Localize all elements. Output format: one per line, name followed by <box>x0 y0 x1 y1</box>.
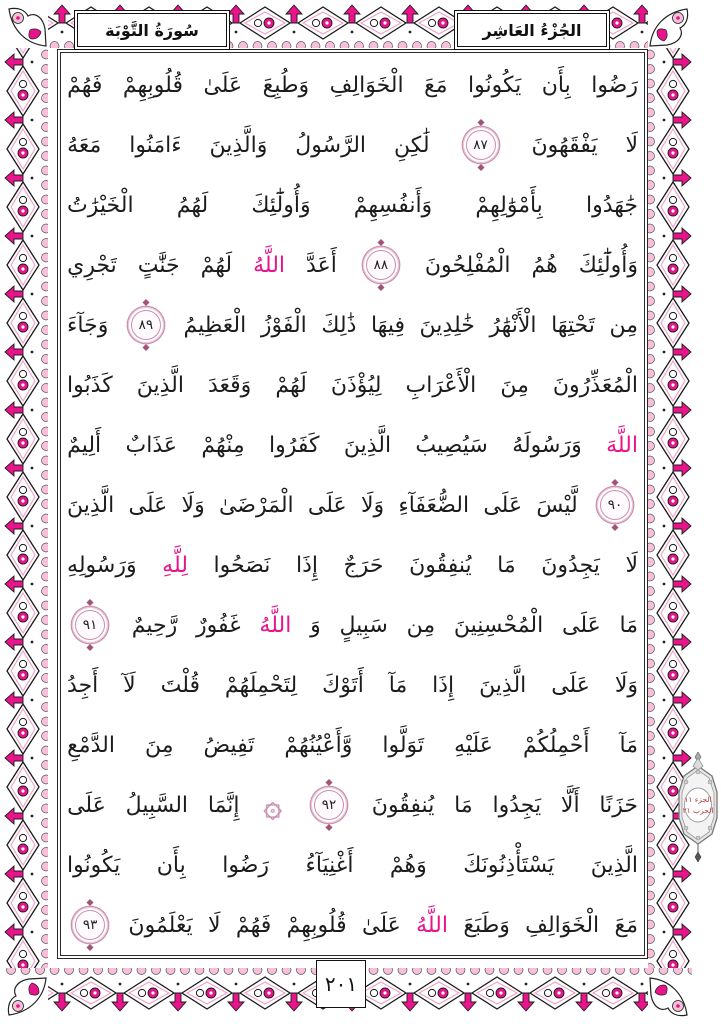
quran-word: وَأَنفُسِهِمْ <box>353 192 433 218</box>
quran-word: الَّذِينَ <box>479 672 527 698</box>
quran-word: فَهُمْ <box>235 912 272 938</box>
quran-word: مَعَ <box>614 912 638 938</box>
quran-word: رَّحِيمٌ <box>131 612 178 638</box>
quran-word: لَهُمْ <box>275 372 307 398</box>
quran-line <box>67 655 638 715</box>
quran-line <box>67 595 638 655</box>
allah-word: لِلَّهِ <box>162 552 188 578</box>
quran-word: عَذَابٌ <box>125 432 178 458</box>
quran-word: فِيهَا <box>370 312 405 338</box>
quran-word: لَهُمْ <box>200 252 233 278</box>
quran-word: أَلِيمٌ <box>67 432 102 458</box>
quran-word: الْمُعَذِّرُونَ <box>552 372 638 398</box>
quran-word: الَّذِينَ <box>67 492 115 518</box>
quran-text-area <box>60 52 645 956</box>
quran-word: وَرَسُولِهِ <box>67 552 137 578</box>
allah-word: اللَّهُ <box>253 252 286 278</box>
quran-word: عَلَىٰ <box>362 912 401 938</box>
quran-word: لَّيْسَ <box>536 492 578 518</box>
quran-word: الْأَنْهَٰرُ <box>489 312 537 338</box>
quran-word: الْمَرْضَىٰ <box>218 492 294 518</box>
quran-word: وَأُولَٰٓئِكَ <box>578 252 638 278</box>
quran-word: تَحْتِهَا <box>551 312 595 338</box>
juz-title-cartouche <box>454 10 610 50</box>
quran-word: وَالَّذِينَ <box>209 132 268 158</box>
quran-word: يُنفِقُونَ <box>409 552 472 578</box>
surah-title-label: سُورَةُ التَّوْبَة <box>105 20 199 40</box>
quran-word: حَزَنًا <box>599 792 638 818</box>
quran-word: عَلَيْهِ <box>454 732 493 758</box>
quran-line <box>67 415 638 475</box>
quran-word: لَٰكِنِ <box>393 132 430 158</box>
quran-word: وَطَبَعَ <box>463 912 510 938</box>
quran-word: فَهُمْ <box>67 72 103 98</box>
quran-word: الْخَيْرَٰتُ <box>67 192 134 218</box>
quran-word: وَقَعَدَ <box>207 372 252 398</box>
quran-word: حَرَجٌ <box>343 552 384 578</box>
quran-word: نَصَحُوا <box>213 552 271 578</box>
quran-word: وَلَا <box>360 492 385 518</box>
page-number <box>316 960 366 1008</box>
quran-word: يَكُونُوا <box>67 852 121 878</box>
quran-word: مَا <box>497 552 516 578</box>
quran-word: لَا <box>625 132 638 158</box>
quran-word: الضُّعَفَآءِ <box>398 492 470 518</box>
quran-word: بِأَمْوَٰلِهِمْ <box>475 192 543 218</box>
quran-word: عَلَى <box>483 492 523 518</box>
border-ornament-right <box>648 4 692 1020</box>
quran-line <box>67 235 638 295</box>
quran-word: مَآ <box>619 732 638 758</box>
verse-number-marker: ٨٨ <box>366 250 396 280</box>
allah-word: اللَّهُ <box>259 612 292 638</box>
quran-word: بِأَن <box>156 852 186 878</box>
allah-word: اللَّهُ <box>416 912 448 938</box>
quran-word: مِنَ <box>144 732 174 758</box>
quran-word: أَعَدَّ <box>306 252 337 278</box>
quran-word: أَغْنِيَآءُ <box>305 852 354 878</box>
quran-word: مَعَ <box>424 72 448 98</box>
quran-word: قُلُوبِهِمْ <box>122 72 183 98</box>
quran-line <box>67 775 638 835</box>
quran-word: يَجِدُونَ <box>541 552 600 578</box>
quran-word: عَلَى <box>67 792 106 818</box>
quran-word: عَلَى <box>562 612 601 638</box>
verse-number-marker: ٩٢ <box>314 790 344 820</box>
rub-el-hizb-icon: ۞ <box>263 786 283 824</box>
quran-word: كَذَبُوا <box>67 372 113 398</box>
quran-word: لَا <box>208 912 221 938</box>
quran-word: الْخَوَالِفِ <box>525 912 600 938</box>
quran-line <box>67 535 638 595</box>
quran-word: مَا <box>619 612 638 638</box>
quran-line <box>67 475 638 535</box>
quran-word: وَرَسُولَهُ <box>512 432 582 458</box>
quran-line <box>67 355 638 415</box>
quran-word: الْخَوَالِفِ <box>329 72 404 98</box>
juz-hizb-marker <box>676 752 720 862</box>
quran-line <box>67 715 638 775</box>
verse-number-marker: ٩٣ <box>75 910 105 940</box>
quran-word: لَا <box>625 552 638 578</box>
quran-word: أَحْمِلُكُمْ <box>522 732 590 758</box>
quran-word: السَّبِيلُ <box>125 792 189 818</box>
quran-word: قُلْتَ <box>160 672 201 698</box>
quran-word: أَتَوْكَ <box>322 672 364 698</box>
quran-word: وَهُمْ <box>389 852 427 878</box>
quran-word: عَلَى <box>307 492 347 518</box>
quran-word: الَّذِينَ <box>136 372 184 398</box>
quran-word: قُلُوبِهِمْ <box>286 912 347 938</box>
quran-word: عَلَىٰ <box>203 72 243 98</box>
quran-word: يُنفِقُونَ <box>371 792 435 818</box>
side-hizb-label: الحزب ٢١ <box>682 806 714 815</box>
quran-word: مَآ <box>388 672 408 698</box>
juz-title-label: الجُزْءُ العَاشِر <box>482 20 582 40</box>
quran-word: لَهُمُ <box>176 192 209 218</box>
quran-word: إِذَا <box>432 672 455 698</box>
quran-word: وَلَا <box>181 492 205 518</box>
quran-word: رَضُوا <box>222 852 270 878</box>
quran-word: إِنَّمَا <box>207 792 240 818</box>
quran-word: وَأُولَٰٓئِكَ <box>251 192 311 218</box>
quran-word: الْمُحْسِنِينَ <box>453 612 544 638</box>
surah-title-cartouche <box>74 10 230 50</box>
quran-word: لِتَحْمِلَهُمْ <box>224 672 298 698</box>
quran-word: تَجْرِي <box>67 252 117 278</box>
quran-word: كَفَرُوا <box>268 432 320 458</box>
quran-word: يَجِدُوا <box>492 792 542 818</box>
quran-word: الْمُفْلِحُونَ <box>424 252 511 278</box>
border-corner-icon <box>648 4 692 48</box>
quran-word: وَ <box>310 612 321 638</box>
quran-word: جَٰهَدُوا <box>585 192 638 218</box>
quran-line <box>67 55 638 115</box>
quran-word: عَلَى <box>551 672 590 698</box>
quran-word: مِن <box>609 312 638 338</box>
border-corner-icon <box>4 976 48 1020</box>
side-juz-label: الجزء ١١ <box>684 795 712 804</box>
quran-word: تَفِيضُ <box>203 732 255 758</box>
quran-word: يَفْقَهُونَ <box>531 132 598 158</box>
quran-word: بِأَن <box>541 72 571 98</box>
quran-word: أَلَّا <box>560 792 580 818</box>
border-corner-icon <box>648 976 692 1020</box>
quran-word: خَٰلِدِينَ <box>419 312 475 338</box>
verse-number-marker: ٨٩ <box>131 310 161 340</box>
verse-number-marker: ٨٧ <box>466 130 496 160</box>
quran-word: إِذَا <box>295 552 318 578</box>
quran-line <box>67 835 638 895</box>
quran-word: جَنَّٰتٍ <box>137 252 180 278</box>
quran-word: الرَّسُولُ <box>295 132 367 158</box>
quran-line <box>67 895 638 955</box>
quran-word: الدَّمْعِ <box>67 732 115 758</box>
verse-number-marker: ٩١ <box>75 610 105 640</box>
quran-word: وَلَا <box>614 672 638 698</box>
quran-word: وَجَآءَ <box>67 312 109 338</box>
border-corner-icon <box>4 4 48 48</box>
quran-word: يَسْتَأْذِنُونَكَ <box>463 852 555 878</box>
quran-word: يَعْلَمُونَ <box>128 912 193 938</box>
quran-word: الْفَوْزُ <box>260 312 307 338</box>
quran-word: أَجِدُ <box>67 672 99 698</box>
allah-word: اللَّهَ <box>606 432 638 458</box>
quran-word: لِيُؤْذَنَ <box>330 372 382 398</box>
quran-word: مَعَهُ <box>67 132 102 158</box>
quran-word: الْأَعْرَابِ <box>405 372 477 398</box>
quran-word: الْعَظِيمُ <box>183 312 247 338</box>
quran-word: سَبِيلٍ <box>339 612 388 638</box>
quran-word: ذَٰلِكَ <box>321 312 357 338</box>
quran-word: غَفُورٌ <box>196 612 241 638</box>
quran-word: عَلَى <box>128 492 168 518</box>
quran-word: لَآ <box>123 672 136 698</box>
quran-word: ءَامَنُوا <box>129 132 182 158</box>
quran-word: مِنَ <box>500 372 529 398</box>
quran-word: سَيُصِيبُ <box>415 432 488 458</box>
page-number-label: ٢٠١ <box>324 972 358 996</box>
quran-word: الَّذِينَ <box>590 852 638 878</box>
quran-line <box>67 295 638 355</box>
quran-word: الَّذِينَ <box>343 432 392 458</box>
quran-line <box>67 175 638 235</box>
quran-word: رَضُوا <box>591 72 638 98</box>
verse-number-marker: ٩٠ <box>600 490 630 520</box>
quran-word: مِن <box>406 612 436 638</box>
quran-word: مَا <box>454 792 473 818</box>
quran-word: وَّأَعْيُنُهُمْ <box>284 732 353 758</box>
quran-word: يَكُونُوا <box>468 72 522 98</box>
quran-line <box>67 115 638 175</box>
border-ornament-left <box>4 4 48 1020</box>
quran-word: وَطُبِعَ <box>262 72 310 98</box>
quran-word: تَوَلَّوا <box>382 732 425 758</box>
quran-word: هُمُ <box>531 252 558 278</box>
quran-word: مِنْهُمْ <box>201 432 245 458</box>
